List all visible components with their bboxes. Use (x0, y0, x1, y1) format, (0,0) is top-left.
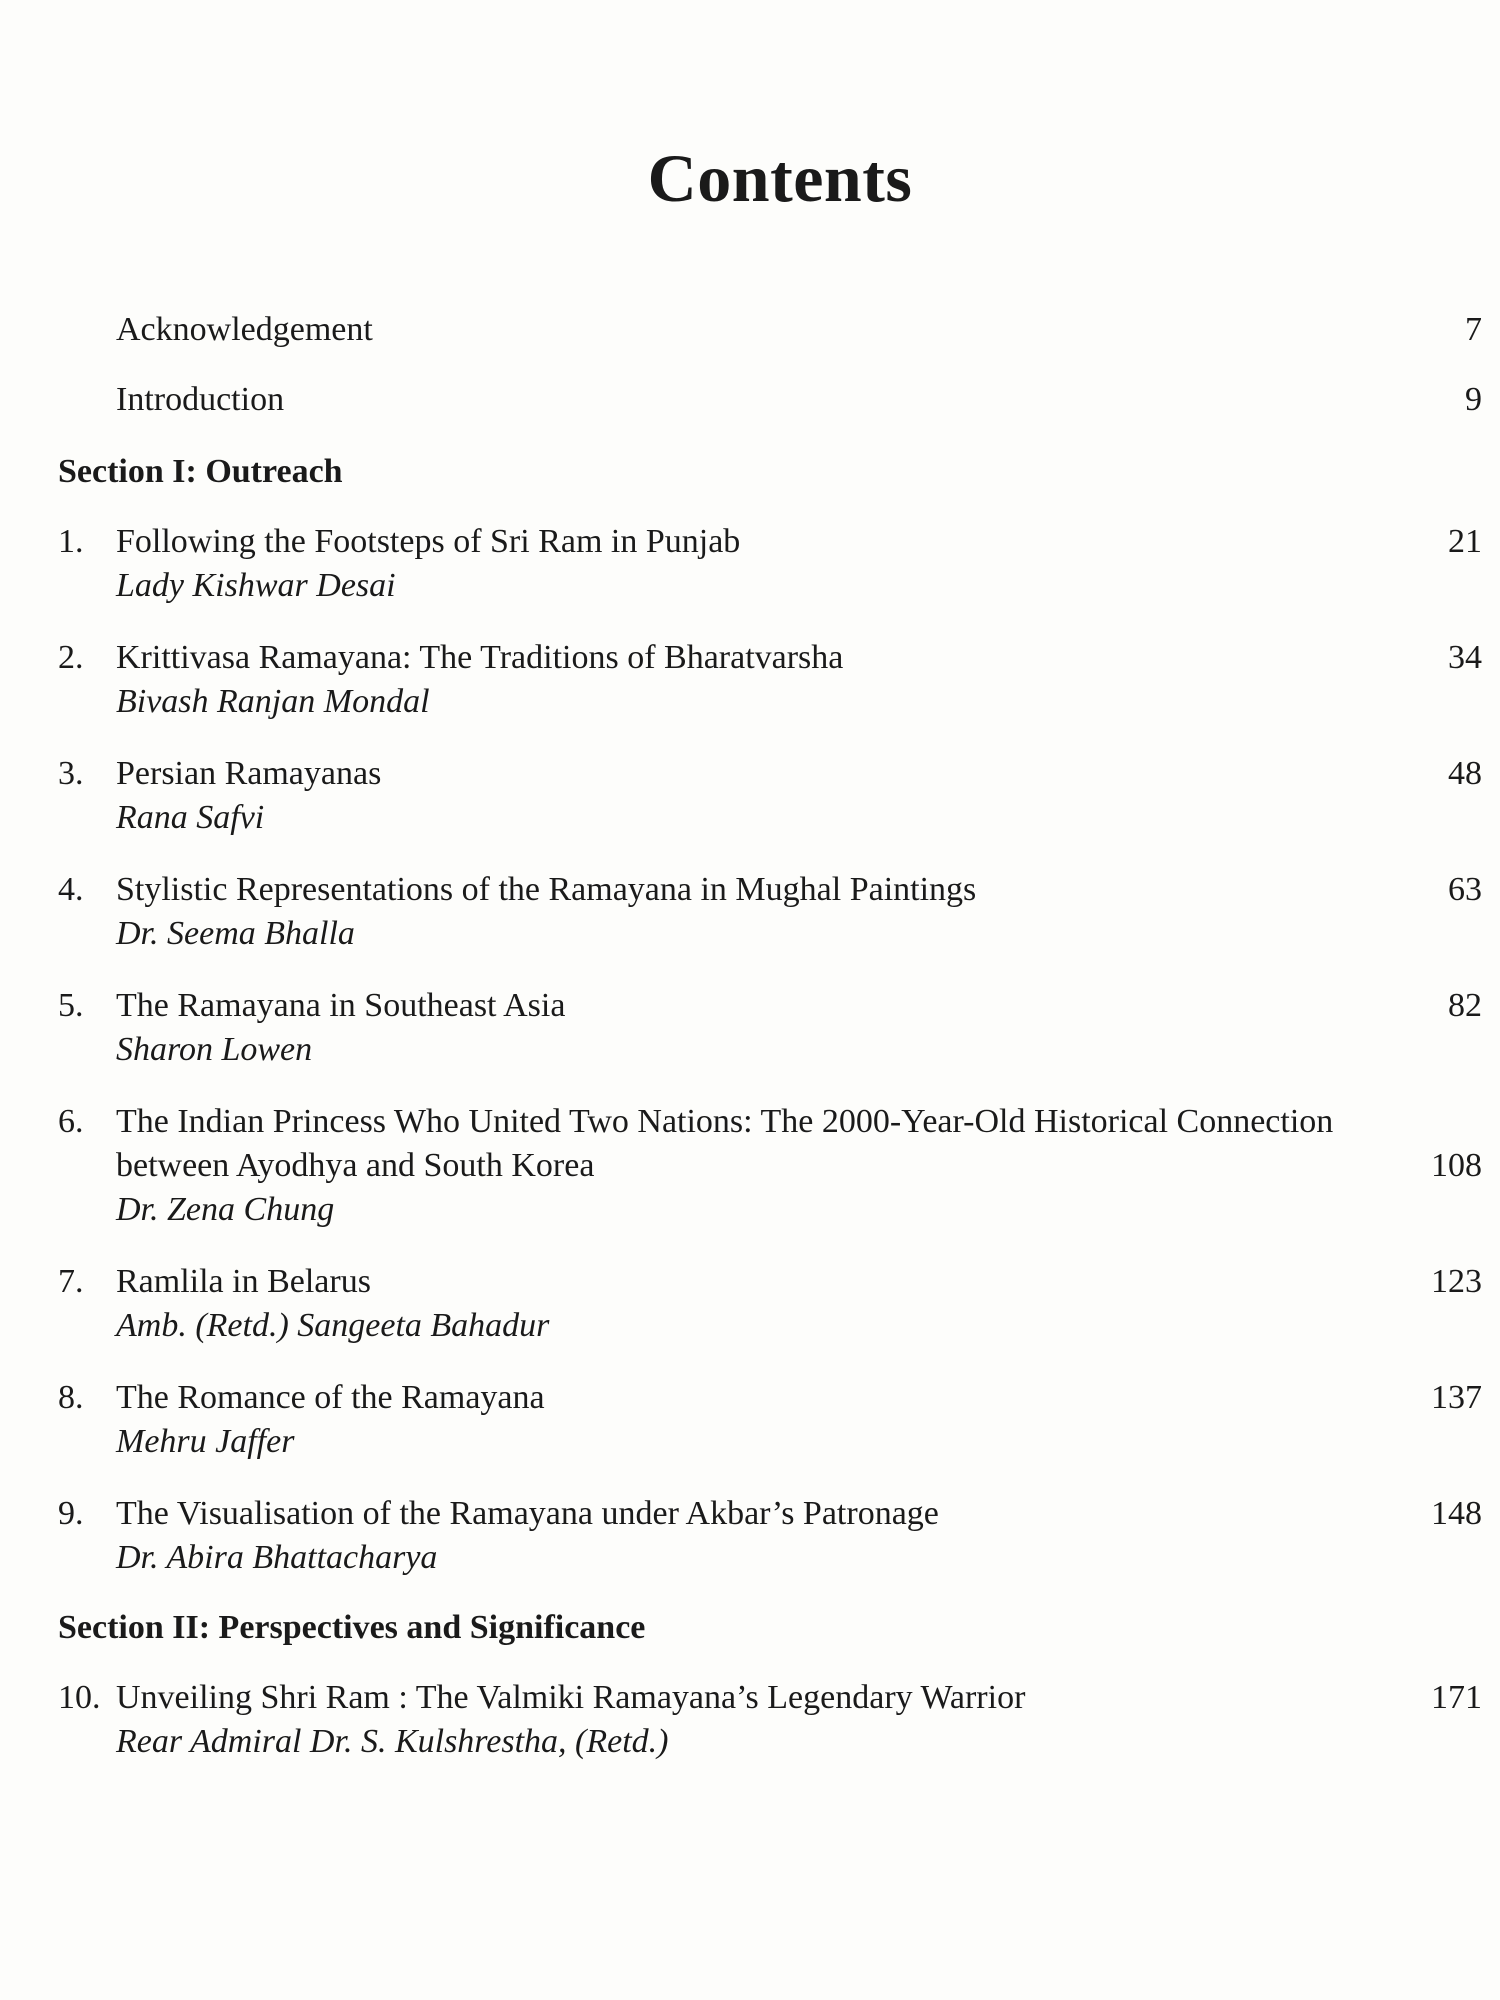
chapter-title: Following the Footsteps of Sri Ram in Punjab (116, 523, 741, 560)
chapter-author: Dr. Zena Chung (116, 1191, 335, 1228)
section-heading-text: Section II: Perspectives and Significance (58, 1609, 646, 1646)
section-heading-text: Section I: Outreach (58, 453, 343, 490)
chapter-title-line-2: between Ayodhya and South Korea (116, 1147, 595, 1184)
chapter-number: 3. (58, 755, 84, 792)
chapter-title-line-1: The Indian Princess Who United Two Nations: The 2000-Year-Old Historical Connection (116, 1103, 1334, 1140)
chapter-number: 6. (58, 1103, 84, 1140)
chapter-page: 63 (1448, 871, 1482, 908)
chapter-page: 123 (1431, 1263, 1482, 1300)
chapter-number: 7. (58, 1263, 84, 1300)
chapter-number: 8. (58, 1379, 84, 1416)
chapter-title: The Ramayana in Southeast Asia (116, 987, 566, 1024)
chapter-number: 9. (58, 1495, 84, 1532)
page-title: Contents (647, 140, 913, 216)
chapter-page: 137 (1431, 1379, 1482, 1416)
chapter-page: 48 (1448, 755, 1482, 792)
entry-title: Acknowledgement (116, 311, 373, 348)
chapter-title: Krittivasa Ramayana: The Traditions of Bharatvarsha (116, 639, 844, 676)
chapter-author: Rear Admiral Dr. S. Kulshrestha, (Retd.) (116, 1723, 669, 1760)
chapter-number: 4. (58, 871, 84, 908)
chapter-page: 82 (1448, 987, 1482, 1024)
entry-title: Introduction (116, 381, 285, 418)
chapter-title: The Visualisation of the Ramayana under Akbar’s Patronage (116, 1495, 939, 1532)
chapter-number: 2. (58, 639, 84, 676)
chapter-number: 1. (58, 523, 84, 560)
chapter-author: Amb. (Retd.) Sangeeta Bahadur (116, 1307, 550, 1344)
chapter-author: Bivash Ranjan Mondal (116, 683, 430, 720)
chapter-page: 171 (1431, 1679, 1482, 1716)
chapter-number: 10. (58, 1679, 101, 1716)
entry-page: 9 (1465, 381, 1482, 418)
chapter-page: 34 (1448, 639, 1482, 676)
chapter-number: 5. (58, 987, 84, 1024)
chapter-author: Sharon Lowen (116, 1031, 313, 1068)
chapter-title: Unveiling Shri Ram : The Valmiki Ramayana’s Legendary Warrior (116, 1679, 1026, 1716)
chapter-title: Ramlila in Belarus (116, 1263, 371, 1300)
chapter-author: Rana Safvi (116, 799, 265, 836)
chapter-author: Dr. Seema Bhalla (116, 915, 355, 952)
chapter-page: 108 (1431, 1147, 1482, 1184)
entry-page: 7 (1465, 311, 1482, 348)
chapter-author: Dr. Abira Bhattacharya (116, 1539, 438, 1576)
chapter-author: Mehru Jaffer (116, 1423, 295, 1460)
chapter-title: Stylistic Representations of the Ramayana in Mughal Paintings (116, 871, 977, 908)
chapter-author: Lady Kishwar Desai (116, 567, 396, 604)
chapter-title: Persian Ramayanas (116, 755, 382, 792)
chapter-page: 21 (1448, 523, 1482, 560)
chapter-page: 148 (1431, 1495, 1482, 1532)
chapter-title: The Romance of the Ramayana (116, 1379, 545, 1416)
